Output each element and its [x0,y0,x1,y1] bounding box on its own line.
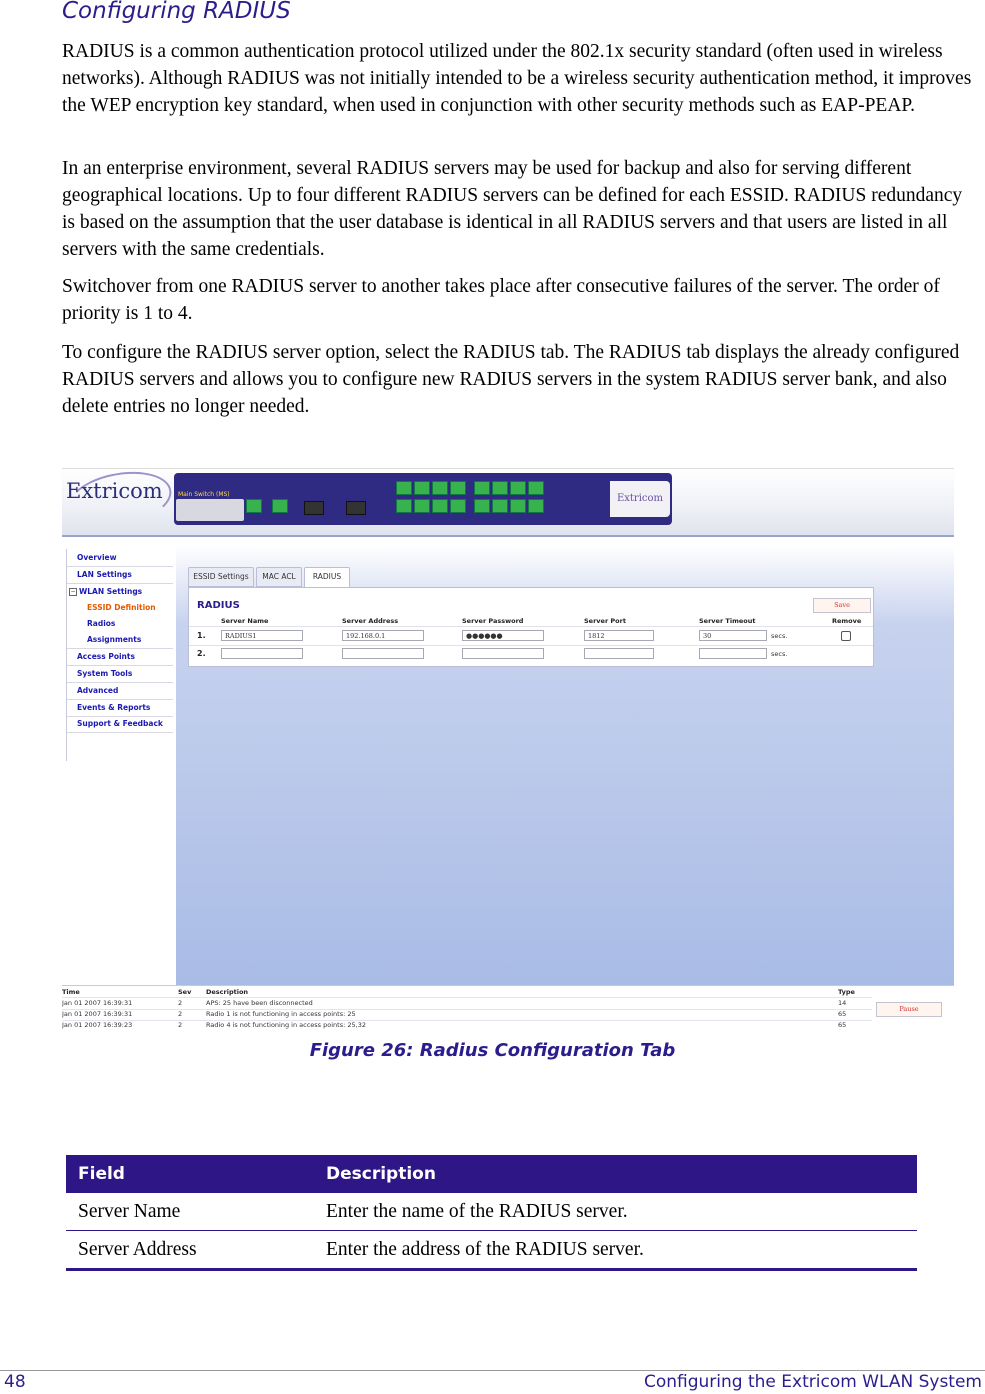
sidebar-divider [67,699,173,700]
ap-port-icon[interactable] [432,481,448,495]
sidebar-divider [67,732,173,733]
paragraph-enterprise: In an enterprise environment, several RADIUS servers may be used for backup and also for serving different geographical locations. Up to four different RADIUS servers can be defined for each ESSID. RADIUS redundancy is based on the assumption that the user database is identical in all RADIUS servers and that users are listed in all servers with the same credentials. [62,158,963,260]
table-header-description: Description [314,1155,917,1193]
sidebar-divider [67,566,173,567]
column-header-server-name: Server Name [221,617,269,625]
server-address-input[interactable]: 192.168.0.1 [342,630,424,641]
radius-panel [188,587,874,667]
ap-port-icon[interactable] [396,499,412,513]
server-timeout-input[interactable]: 30 [699,630,767,641]
event-sev: 2 [178,1021,183,1029]
table-cell-field: Server Name [66,1193,314,1231]
timeout-unit: secs. [771,632,788,640]
panel-title: RADIUS [197,600,240,611]
ap-port-icon[interactable] [492,499,508,513]
paragraph-configure: To configure the RADIUS server option, select the RADIUS tab. The RADIUS tab displays the already configured RADIUS servers and allows you to configure new RADIUS servers in the system RADIUS server bank, and also delete entries no longer needed. [62,342,960,417]
device-label: Main Switch (MS) [178,491,230,498]
event-time: Jan 01 2007 16:39:23 [62,1021,133,1029]
ap-port-icon[interactable] [474,499,490,513]
event-description: Radio 4 is not functioning in access points: 25,32 [206,1021,366,1029]
ap-port-icon[interactable] [510,481,526,495]
sidebar-item-system-tools[interactable]: System Tools [77,669,133,678]
event-sev: 2 [178,1010,183,1018]
table-cell-description: Enter the name of the RADIUS server. [314,1193,917,1231]
event-type: 65 [838,1010,847,1018]
paragraph-switchover: Switchover from one RADIUS server to another takes place after consecutive failures of the server. The order of priority is 1 to 4. [62,276,940,324]
extricom-logo: Extricom [66,479,163,503]
event-description: Radio 1 is not functioning in access points: 25 [206,1010,356,1018]
server-port-input[interactable] [584,648,654,659]
row-number: 2. [197,649,206,658]
sfp-port-icon[interactable] [304,501,324,515]
ap-port-icon[interactable] [450,481,466,495]
events-header-description: Description [206,988,249,996]
nav-sidebar [66,549,173,761]
table-header-field: Field [66,1155,314,1193]
device-brand: Extricom [610,481,670,517]
sidebar-item-lan-settings[interactable]: LAN Settings [77,570,132,579]
server-name-input[interactable]: RADIUS1 [221,630,303,641]
app-banner [62,469,954,537]
timeout-unit: secs. [771,650,788,658]
column-header-server-port: Server Port [584,617,626,625]
tab-radius[interactable]: RADIUS [304,567,350,588]
sidebar-divider [67,716,173,717]
radius-screenshot [62,468,954,1029]
column-header-remove: Remove [832,617,862,625]
sidebar-item-access-points[interactable]: Access Points [77,652,135,661]
server-password-input[interactable]: ●●●●●● [462,630,544,641]
lan-port-icon[interactable] [272,499,288,513]
collapse-icon[interactable]: − [70,588,76,595]
save-button[interactable]: Save [813,598,871,613]
ap-port-icon[interactable] [414,499,430,513]
paragraph-intro: RADIUS is a common authentication protocol utilized under the 802.1x security standard (often used in wireless networks). Although RADIUS was not initially intended to be a wireless security authentication method, it improves the WEP encryption key standard, when used in conjunction with other security methods such as EAP-PEAP. [62,41,972,116]
field-description-table [66,1155,917,1271]
event-time: Jan 01 2007 16:39:31 [62,1010,133,1018]
sidebar-item-radios[interactable]: Radios [87,619,116,628]
table-row [66,1231,917,1270]
switch-panel [174,473,672,525]
pause-button[interactable]: Pause [876,1002,942,1017]
figure-caption: Figure 26: Radius Configuration Tab [309,1040,676,1061]
events-divider [62,1009,872,1010]
sidebar-item-label: WLAN Settings [79,587,143,596]
events-divider [62,1020,872,1021]
event-time: Jan 01 2007 16:39:31 [62,999,133,1007]
sfp-port-icon[interactable] [346,501,366,515]
ap-port-icon[interactable] [528,499,544,513]
event-sev: 2 [178,999,183,1007]
ap-port-icon[interactable] [492,481,508,495]
sidebar-item-support-feedback[interactable]: Support & Feedback [77,719,163,728]
event-type: 14 [838,999,847,1007]
remove-checkbox[interactable] [841,631,851,641]
page-number: 48 [4,1372,26,1392]
server-address-input[interactable] [342,648,424,659]
server-port-input[interactable]: 1812 [584,630,654,641]
sidebar-item-wlan-settings[interactable] [69,587,142,596]
events-header-type: Type [838,988,855,996]
server-name-input[interactable] [221,648,303,659]
footer-divider [0,1370,985,1371]
device-plate [176,499,244,521]
content-area [176,545,954,985]
ap-port-icon[interactable] [510,499,526,513]
ap-port-icon[interactable] [474,481,490,495]
sidebar-item-events-reports[interactable]: Events & Reports [77,703,151,712]
sidebar-item-essid-definition[interactable]: ESSID Definition [87,603,156,612]
ap-port-icon[interactable] [528,481,544,495]
column-header-server-password: Server Password [462,617,524,625]
ap-port-icon[interactable] [432,499,448,513]
table-cell-field: Server Address [66,1231,314,1270]
event-description: APS: 25 have been disconnected [206,999,313,1007]
table-row [66,1193,917,1231]
events-log [62,985,954,1029]
lan-port-icon[interactable] [246,499,262,513]
table-header-row [66,1155,917,1193]
events-header-sev: Sev [178,988,192,996]
server-timeout-input[interactable] [699,648,767,659]
sidebar-divider [67,682,173,683]
sidebar-item-advanced[interactable]: Advanced [77,686,119,695]
tab-mac-acl[interactable]: MAC ACL [256,567,302,587]
ap-port-icon[interactable] [414,481,430,495]
sidebar-item-assignments[interactable]: Assignments [87,635,142,644]
section-heading: Configuring RADIUS [62,0,291,24]
sidebar-divider [67,648,173,649]
events-header-time: Time [62,988,80,996]
server-password-input[interactable] [462,648,544,659]
column-header-server-address: Server Address [342,617,399,625]
tab-essid-settings[interactable]: ESSID Settings [188,567,254,587]
row-divider [189,626,873,627]
events-divider [62,997,872,998]
ap-port-icon[interactable] [450,499,466,513]
row-divider [189,645,873,646]
sidebar-divider [67,665,173,666]
sidebar-item-overview[interactable]: Overview [77,553,117,562]
footer-section-title: Configuring the Extricom WLAN System [643,1372,982,1392]
ap-port-icon[interactable] [396,481,412,495]
sidebar-divider [67,583,173,584]
column-header-server-timeout: Server Timeout [699,617,756,625]
event-type: 65 [838,1021,847,1029]
row-number: 1. [197,631,206,640]
table-cell-description: Enter the address of the RADIUS server. [314,1231,917,1270]
